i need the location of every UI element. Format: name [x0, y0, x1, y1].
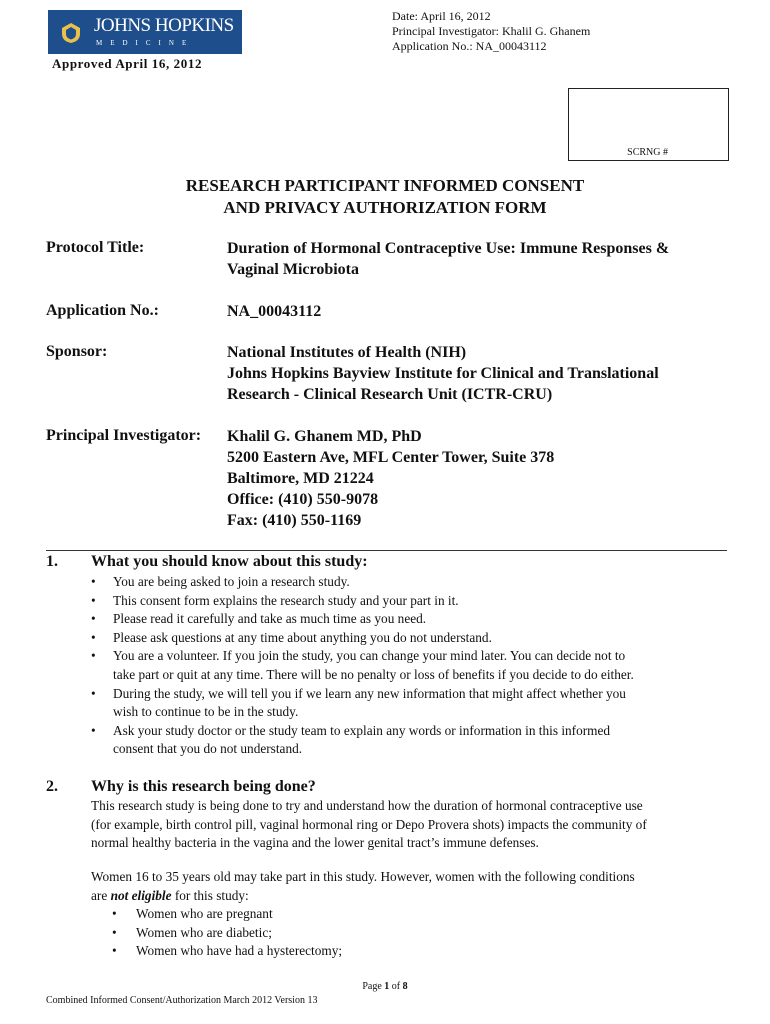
protocol-value [227, 238, 669, 280]
pi-value-line: Fax: (410) 550-1169 [227, 512, 362, 529]
section-2-heading: Why is this research being done? [91, 778, 316, 795]
pi-value-line: Baltimore, MD 21224 [227, 470, 374, 487]
pi-value-line: Office: (410) 550-9078 [227, 491, 379, 508]
list-item: • Women who have had a hysterectomy; [112, 942, 342, 961]
header-date: Date: April 16, 2012 [392, 9, 491, 23]
sponsor-value-line: National Institutes of Health (NIH) [227, 344, 467, 361]
list-item: • This consent form explains the research study and your part in it. [91, 592, 721, 611]
list-item: • Please ask questions at any time about anything you do not understand. [91, 629, 721, 648]
application-value: NA_00043112 [227, 303, 322, 320]
shield-icon [60, 22, 82, 44]
sponsor-label: Sponsor: [46, 343, 108, 360]
version-footer: Combined Informed Consent/Authorization March 2012 Version 13 [46, 995, 318, 1006]
list-item: • Women who are diabetic; [112, 924, 342, 943]
logo-name: JOHNS HOPKINS [94, 15, 234, 36]
title-line-1: RESEARCH PARTICIPANT INFORMED CONSENT [185, 176, 585, 195]
section-2-number: 2. [46, 778, 58, 795]
section-1-heading: What you should know about this study: [91, 553, 368, 570]
section-divider [46, 550, 727, 551]
sponsor-value [227, 342, 659, 405]
title-line-2: AND PRIVACY AUTHORIZATION FORM [223, 198, 547, 217]
pi-value-line: 5200 Eastern Ave, MFL Center Tower, Suite 378 [227, 449, 555, 466]
johns-hopkins-logo [48, 10, 242, 54]
list-item: • You are being asked to join a research study. [91, 573, 721, 592]
scrng-label: SCRNG # [627, 147, 668, 158]
section-2-paragraph-2: Women 16 to 35 years old may take part in this study. However, women with the following conditions are not eligible for this study: [91, 869, 635, 903]
list-item: • You are a volunteer. If you join the study, you can change your mind later. You can decide not to take part or quit at any time. There will be no penalty or loss of benefits if you decide to do either. [91, 647, 721, 684]
protocol-value-line: Duration of Hormonal Contraceptive Use: Immune Responses & [227, 240, 670, 257]
protocol-label: Protocol Title: [46, 239, 145, 256]
list-item: • Women who are pregnant [112, 905, 342, 924]
list-item: • During the study, we will tell you if we learn any new information that might affect whether you wish to continue to be in the study. [91, 685, 721, 722]
protocol-value-line: Vaginal Microbiota [227, 261, 360, 278]
list-item: • Ask your study doctor or the study team to explain any words or information in this informed consent that you do not understand. [91, 722, 721, 759]
pi-label: Principal Investigator: [46, 427, 202, 444]
sponsor-value-line: Research - Clinical Research Unit (ICTR-CRU) [227, 386, 553, 403]
application-label: Application No.: [46, 302, 159, 319]
pi-value [227, 426, 554, 531]
section-2-paragraph-1: This research study is being done to try and understand how the duration of hormonal contraceptive use (for example, birth control pill, vaginal hormonal ring or Depo Provera shots) impacts the community of normal healthy bacteria in the vagina and the lower genital tract’s immune defenses. [91, 798, 647, 851]
section-1-number: 1. [46, 553, 58, 570]
header-info [392, 9, 590, 54]
logo-sub: MEDICINE [96, 39, 195, 47]
list-item: • Please read it carefully and take as much time as you need. [91, 610, 721, 629]
section-1-bullets [91, 573, 721, 759]
form-title [0, 175, 770, 219]
approval-stamp: Approved April 16, 2012 [52, 56, 203, 71]
page-number: Page 1 of 8 [362, 981, 408, 992]
section-2-bullets [112, 905, 342, 961]
pi-value-line: Khalil G. Ghanem MD, PhD [227, 428, 422, 445]
header-application: Application No.: NA_00043112 [392, 39, 547, 53]
sponsor-value-line: Johns Hopkins Bayview Institute for Clinical and Translational [227, 365, 659, 382]
scrng-box [568, 88, 729, 161]
header-pi: Principal Investigator: Khalil G. Ghanem [392, 24, 591, 38]
not-eligible-emphasis: not eligible [110, 887, 172, 903]
